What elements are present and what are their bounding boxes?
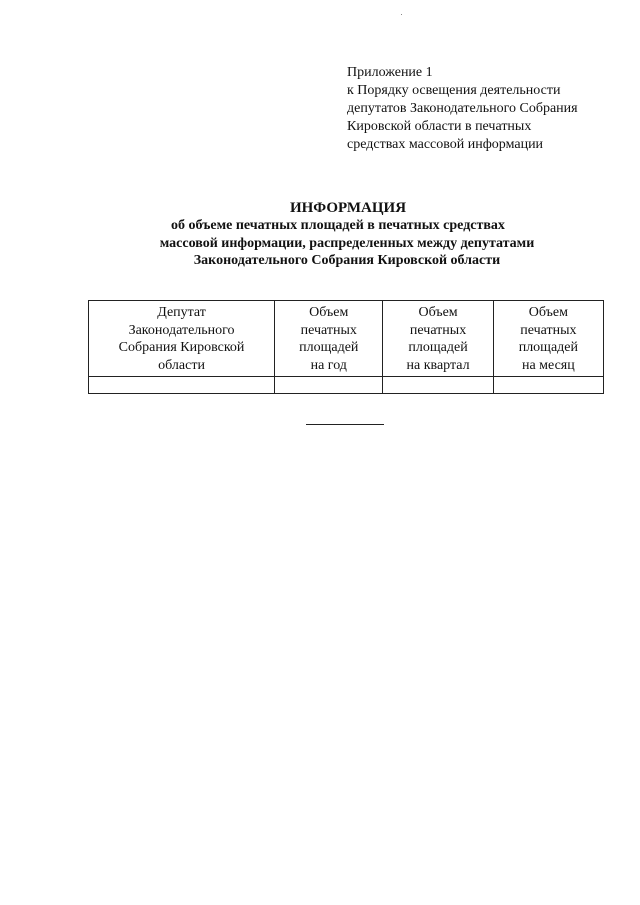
table-header-row bbox=[89, 301, 604, 377]
header-volume-quarter bbox=[383, 301, 493, 377]
title-subheading bbox=[0, 217, 640, 270]
title-subline: массовой информации, распределенных между депутатами bbox=[159, 235, 535, 251]
title-subline: Законодательного Собрания Кировской области bbox=[193, 253, 501, 268]
info-table bbox=[88, 300, 604, 394]
appendix-line: Кировской области в печатных bbox=[347, 119, 532, 134]
title-heading: ИНФОРМАЦИЯ bbox=[289, 200, 407, 216]
appendix-line: средствах массовой информации bbox=[347, 137, 544, 152]
header-line: области bbox=[158, 357, 205, 373]
header-volume-year bbox=[275, 301, 383, 377]
header-line: на квартал bbox=[406, 357, 470, 373]
header-line: площадей bbox=[518, 340, 579, 356]
document-title bbox=[0, 199, 640, 270]
table-row bbox=[89, 377, 604, 394]
header-line: на месяц bbox=[521, 357, 575, 373]
closing-rule bbox=[306, 424, 384, 425]
header-line: печатных bbox=[300, 322, 357, 338]
scan-speck bbox=[401, 14, 402, 15]
appendix-note bbox=[347, 64, 637, 154]
header-line: печатных bbox=[520, 322, 577, 338]
title-subline: об объеме печатных площадей в печатных средствах bbox=[171, 218, 505, 233]
header-line: Объем bbox=[418, 305, 458, 320]
header-line: печатных bbox=[409, 322, 467, 338]
table-cell bbox=[89, 377, 275, 394]
table-cell bbox=[275, 377, 383, 394]
header-deputy bbox=[89, 301, 275, 377]
header-line: площадей bbox=[299, 340, 359, 356]
header-line: Депутат bbox=[157, 305, 206, 320]
header-line: Законодательного bbox=[128, 322, 235, 338]
header-line: Собрания Кировской bbox=[118, 340, 245, 356]
table-cell bbox=[493, 377, 603, 394]
appendix-line: к Порядку освещения деятельности bbox=[347, 83, 561, 98]
header-line: Объем bbox=[528, 305, 568, 320]
header-line: площадей bbox=[408, 340, 468, 356]
appendix-line: депутатов Законодательного Собрания bbox=[347, 101, 578, 116]
appendix-line: Приложение 1 bbox=[347, 65, 433, 80]
header-line: Объем bbox=[309, 305, 349, 320]
header-line: на год bbox=[310, 357, 347, 373]
header-volume-month bbox=[493, 301, 603, 377]
table-cell bbox=[383, 377, 493, 394]
